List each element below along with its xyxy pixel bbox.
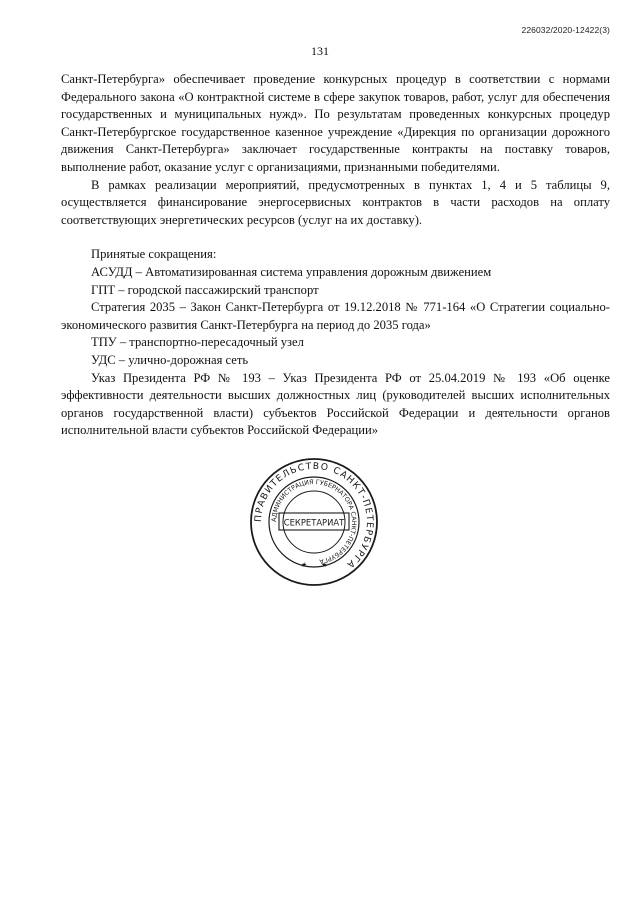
abbreviation-item: ТПУ – транспортно-пересадочный узел bbox=[91, 335, 304, 350]
abbreviation-item: УДС – улично-дорожная сеть bbox=[91, 352, 249, 367]
stamp-outer-text: ПРАВИТЕЛЬСТВО САНКТ-ПЕТЕРБУРГА bbox=[252, 460, 376, 571]
star-icon: ★ bbox=[321, 561, 328, 569]
abbreviation-item: ГПТ – городской пассажирский транспорт bbox=[91, 282, 319, 297]
paragraph-energy-contracts: В рамках реализации мероприятий, предусмотренных в пунктах 1, 4 и 5 таблицы 9, осуществляется финансирование энергосервисных контрактов в части расходов на оплату соответствующих энергетических ресурсов (услуг на их доставку). bbox=[61, 177, 610, 227]
stamp-inner-text: АДМИНИСТРАЦИЯ ГУБЕРНАТОРА САНКТ-ПЕТЕРБУРГА bbox=[270, 478, 358, 565]
document-id: 226032/2020-12422(3) bbox=[521, 25, 610, 35]
abbreviation-item: АСУДД – Автоматизированная система управления дорожным движением bbox=[91, 264, 492, 279]
abbreviations-heading: Принятые сокращения: bbox=[91, 247, 217, 262]
spacer bbox=[61, 229, 610, 246]
paragraph-contracts: Санкт-Петербурга» обеспечивает проведение конкурсных процедур в соответствии с нормами Федерального закона «О контрактной системе в сфере закупок товаров, работ, услуг для обеспечения государственных и муниципальных нужд». По результатам проведенных конкурсных процедур Санкт-Петербургское государственное казенное учреждение «Дирекция по организации дорожного движения Санкт-Петербурга» заключает государственные контракты на поставку товаров, выполнение работ, оказание услуг с организациями, признанными победителями. bbox=[61, 72, 610, 174]
abbreviation-item: Указ Президента РФ № 193 – Указ Президента РФ от 25.04.2019 № 193 «Об оценке эффективности деятельности высших должностных лиц (руководителей высших исполнительных органов государственной власти) субъектов Российской Федерации и деятельности органов исполнительной власти субъектов Российской Федерации» bbox=[61, 370, 610, 438]
secretariat-stamp bbox=[249, 457, 379, 587]
stamp-seal bbox=[249, 457, 379, 587]
page-number: 131 bbox=[311, 44, 329, 58]
stamp-center-text: СЕКРЕТАРИАТ bbox=[283, 517, 345, 528]
abbreviation-item: Стратегия 2035 – Закон Санкт-Петербурга от 19.12.2018 № 771-164 «О Стратегии социально-экономического развития Санкт-Петербурга на период до 2035 года» bbox=[61, 300, 610, 332]
document-body bbox=[61, 71, 610, 440]
star-icon: ★ bbox=[301, 561, 308, 569]
